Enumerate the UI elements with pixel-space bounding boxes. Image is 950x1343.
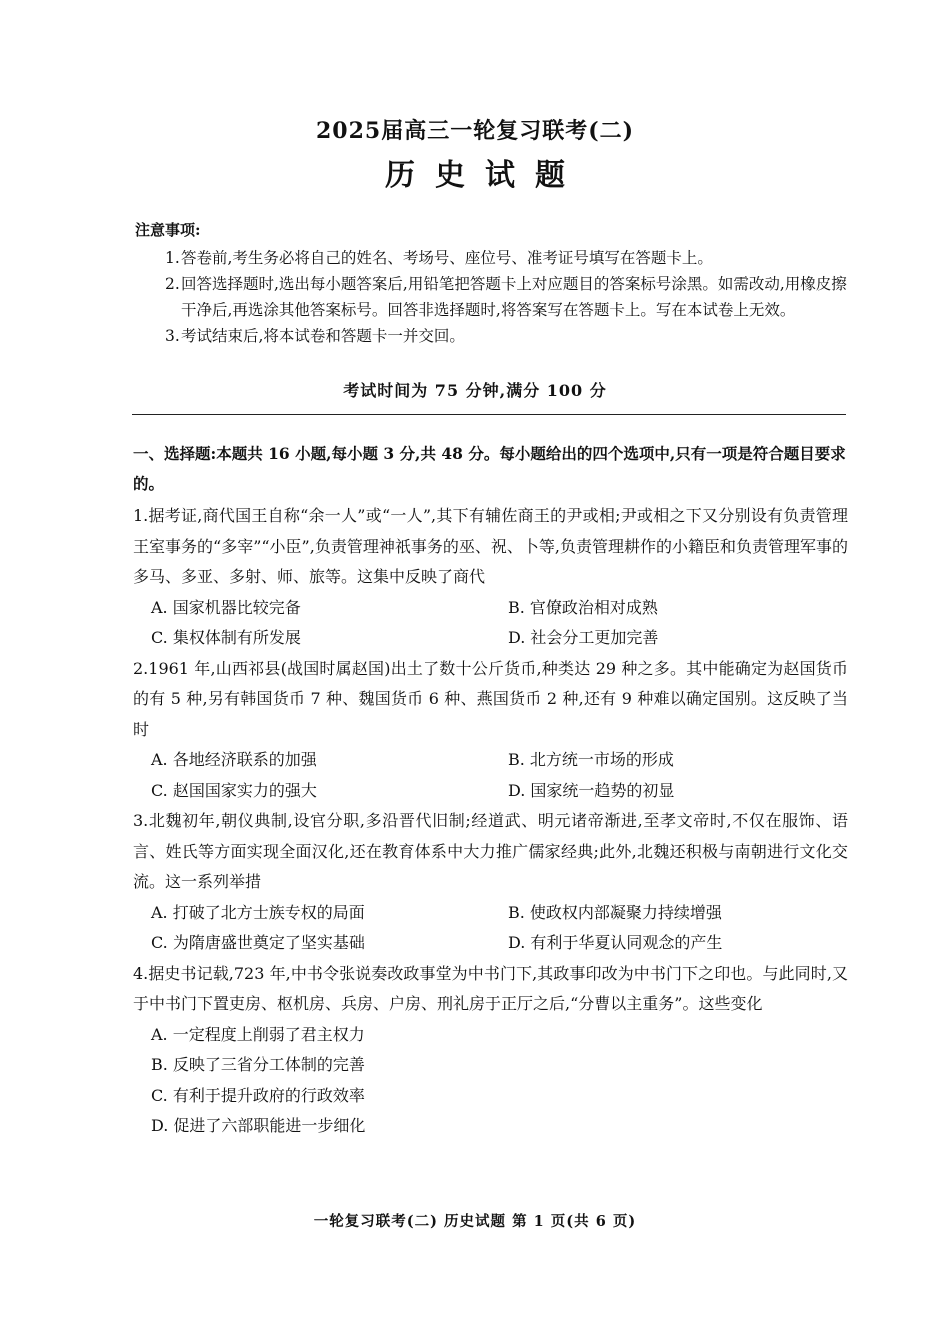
- divider: [132, 414, 846, 415]
- notice-item-number: 1.: [165, 249, 180, 267]
- options: [133, 898, 848, 959]
- option-d: D. 国家统一趋势的初显: [508, 780, 675, 800]
- options: [133, 593, 848, 654]
- notice-item-number: 3.: [165, 327, 180, 345]
- question-stem: 4.据史书记载,723 年,中书令张说奏改政事堂为中书门下,其政事印改为中书门下之印也。与此同时,又于中书门下置吏房、枢机房、兵房、户房、刑礼房于正厅之后,“分曹以主重务”。这些变化: [133, 963, 848, 1013]
- option-c: C. 赵国国家实力的强大: [151, 780, 317, 800]
- exam-time-info: 考试时间为 75 分钟,满分 100 分: [343, 381, 607, 400]
- notice-item-number: 2.: [165, 275, 180, 293]
- option-a: A. 国家机器比较完备: [151, 597, 301, 617]
- option-c: C. 有利于提升政府的行政效率: [151, 1085, 365, 1105]
- option-a: A. 各地经济联系的加强: [151, 750, 317, 769]
- option-a: A. 一定程度上削弱了君主权力: [151, 1024, 365, 1044]
- option-d: D. 有利于华夏认同观念的产生: [508, 933, 723, 952]
- question-2: [133, 654, 848, 807]
- option-d: D. 社会分工更加完善: [508, 628, 659, 647]
- question-list: [133, 501, 848, 1142]
- question-stem: 1.据考证,商代国王自称“余一人”或“一人”,其下有辅佐商王的尹或相;尹或相之下又分别设有负责管理王室事务的“多宰”“小臣”,负责管理神祇事务的巫、祝、卜等,负责管理耕作的小籍臣和负责管理军事的多马、多亚、多射、师、旅等。这集中反映了商代: [133, 506, 848, 586]
- question-stem: 2.1961 年,山西祁县(战国时属赵国)出土了数十公斤货币,种类达 29 种之多。其中能确定为赵国货币的有 5 种,另有韩国货币 7 种、魏国货币 6 种、燕国货币 2 种,还有 9 种难以确定国别。这反映了当时: [133, 658, 848, 739]
- option-b: B. 反映了三省分工体制的完善: [151, 1055, 365, 1074]
- question-3: [133, 806, 848, 959]
- notice-item-text: 答卷前,考生务必将自己的姓名、考场号、座位号、准考证号填写在答题卡上。: [181, 249, 713, 267]
- notice-item-text: 考试结束后,将本试卷和答题卡一并交回。: [181, 327, 465, 345]
- page-footer: 一轮复习联考(二) 历史试题 第 1 页(共 6 页): [313, 1213, 637, 1230]
- notice-item: [165, 245, 855, 271]
- option-a: A. 打破了北方士族专权的局面: [151, 902, 365, 922]
- options: [133, 1020, 848, 1142]
- notice-item: [165, 323, 855, 349]
- notice-item: [165, 271, 855, 323]
- option-c: C. 为隋唐盛世奠定了坚实基础: [151, 933, 365, 952]
- notice-list: [165, 245, 855, 349]
- subject-title: 历史试题: [385, 158, 585, 193]
- notice-item-text: 回答选择题时,选出每小题答案后,用铅笔把答题卡上对应题目的答案标号涂黑。如需改动,用橡皮擦干净后,再选涂其他答案标号。回答非选择题时,将答案写在答题卡上。写在本试卷上无效。: [181, 275, 847, 319]
- question-stem: 3.北魏初年,朝仪典制,设官分职,多沿晋代旧制;经道武、明元诸帝渐进,至孝文帝时,不仅在服饰、语言、姓氏等方面实现全面汉化,还在教育体系中大力推广儒家经典;此外,北魏还积极与南朝进行文化交流。这一系列举措: [133, 811, 848, 891]
- option-b: B. 使政权内部凝聚力持续增强: [508, 902, 722, 922]
- option-b: B. 北方统一市场的形成: [508, 750, 674, 769]
- section-heading: 一、选择题:本题共 16 小题,每小题 3 分,共 48 分。每小题给出的四个选项中,只有一项是符合题目要求的。: [133, 444, 846, 493]
- question-1: [133, 501, 848, 654]
- option-c: C. 集权体制有所发展: [151, 628, 301, 647]
- option-b: B. 官僚政治相对成熟: [508, 597, 658, 617]
- notice-heading: 注意事项:: [135, 221, 201, 239]
- options: [133, 745, 848, 806]
- option-d: D. 促进了六部职能进一步细化: [151, 1116, 366, 1135]
- exam-title: 2025届高三一轮复习联考(二): [315, 118, 635, 144]
- question-4: [133, 959, 848, 1142]
